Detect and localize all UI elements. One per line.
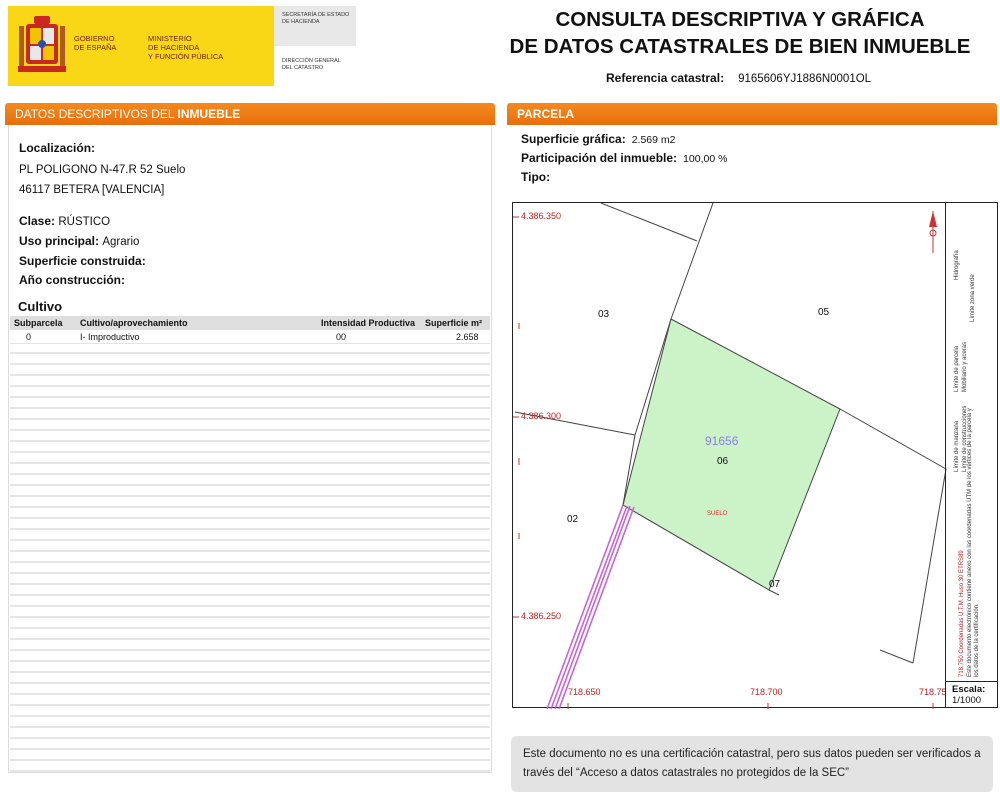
parcel-label-07: 07: [769, 579, 781, 590]
parcel-label-06: 06: [717, 456, 729, 467]
x-label-2: 718.700: [750, 687, 783, 697]
superficie-grafica-label: Superficie gráfica:: [521, 132, 626, 146]
superficie-grafica-field: [521, 132, 675, 146]
superficie-grafica-value: 2.569 m2: [631, 134, 676, 146]
parcel-map-drawing: [513, 203, 999, 709]
legend-item-mobiliario: Mobiliario y aceras: [962, 341, 968, 392]
legend-item-zona-verde: Límite zona verde: [970, 274, 976, 322]
section-header-parcela: PARCELA: [507, 103, 997, 125]
parcel-label-05: 05: [818, 307, 830, 318]
ministry-name: MINISTERIO DE HACIENDA Y FUNCIÓN PÚBLICA: [148, 34, 224, 61]
table-header: [10, 316, 490, 330]
participacion-value: 100,00 %: [683, 153, 728, 165]
secretaria-label: SECRETARÍA DE ESTADO DE HACIENDA: [274, 6, 356, 46]
direccion-label: DIRECCIÓN GENERAL DEL CATASTRO: [282, 58, 341, 71]
y-label-3: 4.386.250: [521, 611, 562, 621]
y-label-1: 4.386.350: [521, 211, 562, 221]
cell-intensidad: 00: [336, 332, 347, 342]
participacion-field: [521, 151, 727, 165]
cultivo-title: Cultivo: [18, 299, 63, 314]
localizacion-label: Localización:: [19, 141, 96, 155]
clase-field: [19, 214, 110, 228]
parcel-polygon: [623, 319, 840, 590]
road-lines: [547, 505, 634, 709]
cell-subparcela: 0: [26, 332, 32, 342]
legend-item-manzana: Límite de manzana: [954, 420, 960, 472]
empty-table-rows: [10, 344, 490, 772]
legend-document-note: Este documento electrónico contiene anexo con las coordenadas UTM de los vértices de la parcela y los datos de la certificación.: [967, 408, 980, 677]
cadastral-reference-label: Referencia catastral:: [606, 71, 725, 85]
cell-cultivo: I- Improductivo: [80, 332, 140, 342]
address-line-2: 46117 BETERA [VALENCIA]: [19, 184, 165, 196]
col-subparcela: Subparcela: [14, 318, 63, 328]
anio-construccion-label: Año construcción:: [19, 273, 126, 287]
legend-item-construcciones: Límite de construcciones: [962, 405, 968, 472]
parcel-label-03: 03: [598, 309, 610, 320]
uso-field: [19, 234, 139, 248]
department-block: [274, 6, 356, 86]
scale-label: Escala:: [952, 684, 986, 695]
cadastral-reference-value: 9165606YJ1886N0001OL: [738, 73, 872, 85]
cell-superficie: 2.658: [456, 332, 479, 342]
legend-item-hidrografia: Hidrografía: [954, 250, 960, 280]
superficie-construida-label: Superficie construida:: [19, 254, 146, 268]
uso-value: Agrario: [102, 236, 140, 248]
government-logo-block: [8, 6, 274, 86]
parcel-map: [512, 202, 998, 708]
legend-item-parcela: Límite de parcela: [954, 345, 960, 392]
scale-value: 1/1000: [952, 695, 982, 706]
table-row: [10, 330, 490, 344]
y-label-2: 4.386.300: [521, 411, 562, 421]
col-superficie: Superficie m²: [425, 318, 483, 328]
col-cultivo: Cultivo/aprovechamiento: [80, 318, 188, 328]
tipo-label: Tipo:: [521, 170, 551, 184]
uso-label: Uso principal:: [19, 234, 100, 248]
north-arrow-icon: [929, 211, 937, 253]
government-name: GOBIERNO DE ESPAÑA: [74, 34, 117, 52]
x-label-1: 718.650: [568, 687, 601, 697]
cadastral-reference: [606, 71, 871, 85]
address-line-1: PL POLIGONO N-47.R 52 Suelo: [19, 164, 186, 176]
section-title-bold: INMUEBLE: [177, 107, 241, 121]
suelo-label: SUELO: [707, 511, 728, 517]
legend-coordinates-text: 718.750 Coordenadas U.T.M. Huso 30 ETRS89: [959, 550, 965, 677]
page-title: CONSULTA DESCRIPTIVA Y GRÁFICA DE DATOS CATASTRALES DE BIEN INMUEBLE: [509, 8, 971, 58]
col-intensidad: Intensidad Productiva: [321, 318, 416, 328]
cultivo-table: [10, 316, 490, 344]
x-label-3: 718.75: [919, 687, 947, 697]
map-scale: [945, 681, 998, 708]
parcel-label-02: 02: [567, 514, 579, 525]
disclaimer-box: Este documento no es una certificación catastral, pero sus datos pueden ser verificados a través del “Acceso a datos catastrales no protegidos de la SEC”: [511, 736, 993, 792]
participacion-label: Participación del inmueble:: [521, 151, 678, 165]
clase-label: Clase:: [19, 214, 56, 228]
map-legend: [945, 202, 998, 682]
coat-of-arms-icon: [18, 14, 66, 76]
clase-value: RÚSTICO: [58, 216, 111, 228]
parcel-ref-label: 91656: [705, 434, 739, 448]
section-header-descriptive: [5, 103, 495, 125]
section-title-prefix: DATOS DESCRIPTIVOS DEL: [15, 107, 178, 121]
